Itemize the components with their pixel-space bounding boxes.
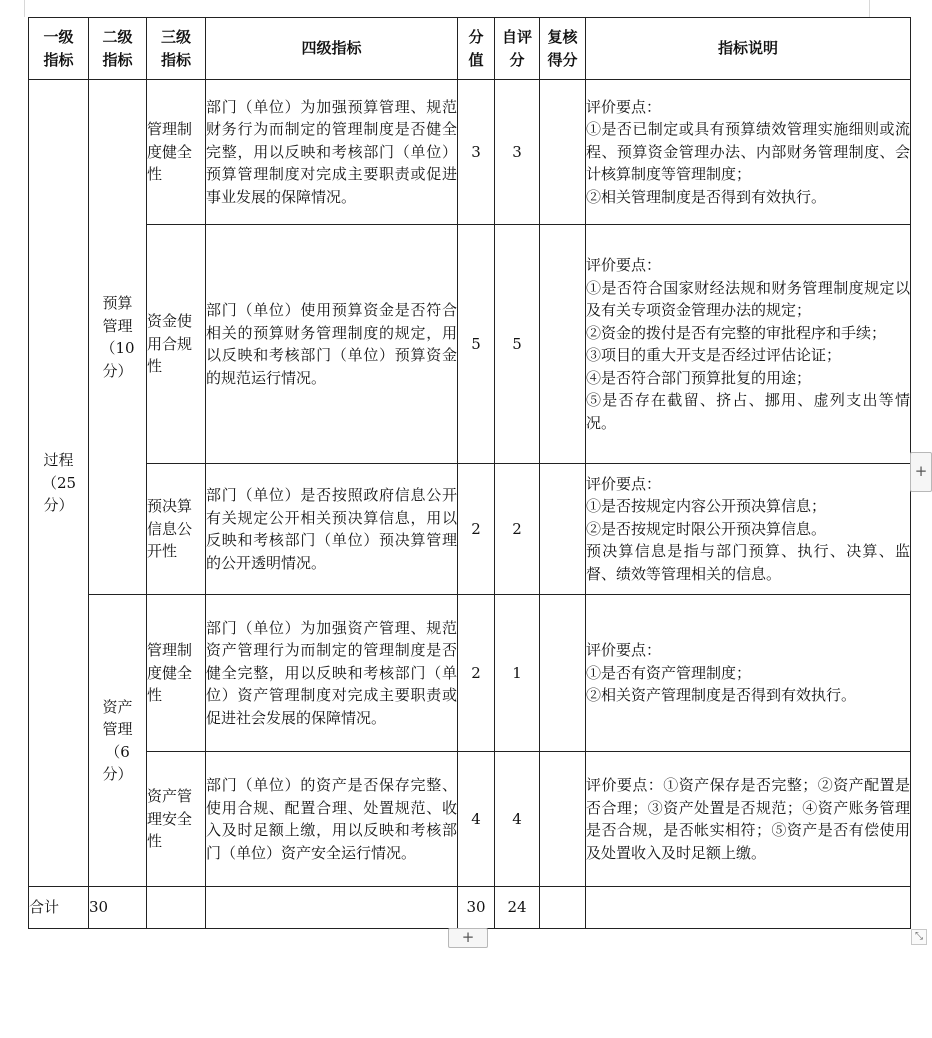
header-level1: 一级指标	[29, 18, 89, 80]
self-score-cell: 5	[495, 225, 540, 464]
level2-asset-cell: 资产管理（6分）	[89, 595, 147, 887]
description-line: 预决算信息是指与部门预算、执行、决算、监督、绩效等管理相关的信息。	[586, 542, 910, 583]
description-line: ①是否已制定或具有预算绩效管理实施细则或流程、预算资金管理办法、内部财务管理制度、会计核算制度等管理制度；	[586, 120, 910, 184]
review-score-cell	[540, 80, 586, 225]
score-cell: 3	[458, 80, 495, 225]
page-guide-left	[24, 0, 25, 17]
description-cell	[586, 752, 911, 887]
total-self-score: 24	[495, 887, 540, 929]
total-description	[586, 887, 911, 929]
level4-cell: 部门（单位）使用预算资金是否符合相关的预算财务管理制度的规定，用以反映和考核部门（单位）预算资金的规范运行情况。	[206, 225, 458, 464]
level3-cell: 预决算信息公开性	[147, 464, 206, 595]
header-level3: 三级指标	[147, 18, 206, 80]
header-row	[29, 18, 911, 80]
level1-cell: 过程（25分）	[29, 80, 89, 887]
description-line: 评价要点：	[586, 256, 662, 274]
header-review-score: 复核得分	[540, 18, 586, 80]
level3-cell: 管理制度健全性	[147, 80, 206, 225]
add-row-button[interactable]: +	[448, 928, 488, 948]
description-line: ②资金的拨付是否有完整的审批程序和手续；	[586, 323, 887, 342]
self-score-cell: 3	[495, 80, 540, 225]
total-score: 30	[458, 887, 495, 929]
table-resize-handle[interactable]: ⤡	[911, 929, 927, 945]
score-cell: 2	[458, 464, 495, 595]
level4-cell: 部门（单位）为加强预算管理、规范财务行为而制定的管理制度是否健全完整，用以反映和考核部门（单位）预算管理制度对完成主要职责或促进事业发展的保障情况。	[206, 80, 458, 225]
description-line: 评价要点：	[586, 97, 662, 116]
level3-cell: 管理制度健全性	[147, 595, 206, 752]
header-level2: 二级指标	[89, 18, 147, 80]
total-review-score	[540, 887, 586, 929]
level4-cell: 部门（单位）为加强资产管理、规范资产管理行为而制定的管理制度是否健全完整，用以反映和考核部门（单位）资产管理制度对完成主要职责或促进社会发展的保障情况。	[206, 595, 458, 752]
table-row	[29, 464, 911, 595]
score-cell: 2	[458, 595, 495, 752]
level3-cell: 资产管理安全性	[147, 752, 206, 887]
description-line: 评价要点：①资产保存是否完整；②资产配置是否合理；③资产处置是否规范；④资产账务管理是否合规，是否帐实相符；⑤资产是否有偿使用及处置收入及时足额上缴。	[586, 776, 910, 862]
review-score-cell	[540, 752, 586, 887]
header-description: 指标说明	[586, 18, 911, 80]
total-level3	[147, 887, 206, 929]
total-level2: 30	[89, 887, 147, 929]
description-line: ①是否按规定内容公开预决算信息；	[586, 497, 827, 516]
table-row	[29, 595, 911, 752]
score-cell: 4	[458, 752, 495, 887]
description-line: ②相关资产管理制度是否得到有效执行。	[586, 686, 857, 705]
self-score-cell: 1	[495, 595, 540, 752]
level4-cell: 部门（单位）是否按照政府信息公开有关规定公开相关预决算信息，用以反映和考核部门（单位）预决算管理的公开透明情况。	[206, 464, 458, 595]
add-column-button[interactable]: +	[910, 452, 932, 492]
description-line: 评价要点：	[586, 474, 662, 493]
evaluation-table	[28, 17, 911, 929]
description-line: ②相关管理制度是否得到有效执行。	[586, 187, 827, 206]
page-guide-right	[869, 0, 870, 17]
description-line: ①是否有资产管理制度；	[586, 663, 752, 682]
self-score-cell: 4	[495, 752, 540, 887]
total-row	[29, 887, 911, 929]
description-cell	[586, 80, 911, 225]
description-line: ②是否按规定时限公开预决算信息。	[586, 519, 827, 538]
table-row	[29, 752, 911, 887]
description-line: ④是否符合部门预算批复的用途；	[586, 368, 812, 387]
description-line: ①是否符合国家财经法规和财务管理制度规定以及有关专项资金管理办法的规定；	[586, 278, 910, 319]
level3-cell: 资金使用合规性	[147, 225, 206, 464]
self-score-cell: 2	[495, 464, 540, 595]
description-cell	[586, 225, 911, 464]
description-line: 评价要点：	[586, 641, 662, 660]
header-self-score: 自评分	[495, 18, 540, 80]
table-row	[29, 225, 911, 464]
review-score-cell	[540, 464, 586, 595]
level2-budget-cell: 预算管理（10分）	[89, 80, 147, 595]
review-score-cell	[540, 225, 586, 464]
description-cell	[586, 595, 911, 752]
description-cell	[586, 464, 911, 595]
level4-cell: 部门（单位）的资产是否保存完整、使用合规、配置合理、处置规范、收入及时足额上缴，用以反映和考核部门（单位）资产安全运行情况。	[206, 752, 458, 887]
header-score: 分值	[458, 18, 495, 80]
header-level4: 四级指标	[206, 18, 458, 80]
review-score-cell	[540, 595, 586, 752]
description-line: ③项目的重大开支是否经过评估论证；	[586, 346, 842, 364]
description-line: ⑤是否存在截留、挤占、挪用、虚列支出等情况。	[586, 391, 910, 432]
table-row	[29, 80, 911, 225]
total-label: 合计	[29, 887, 89, 929]
score-cell: 5	[458, 225, 495, 464]
total-level4	[206, 887, 458, 929]
